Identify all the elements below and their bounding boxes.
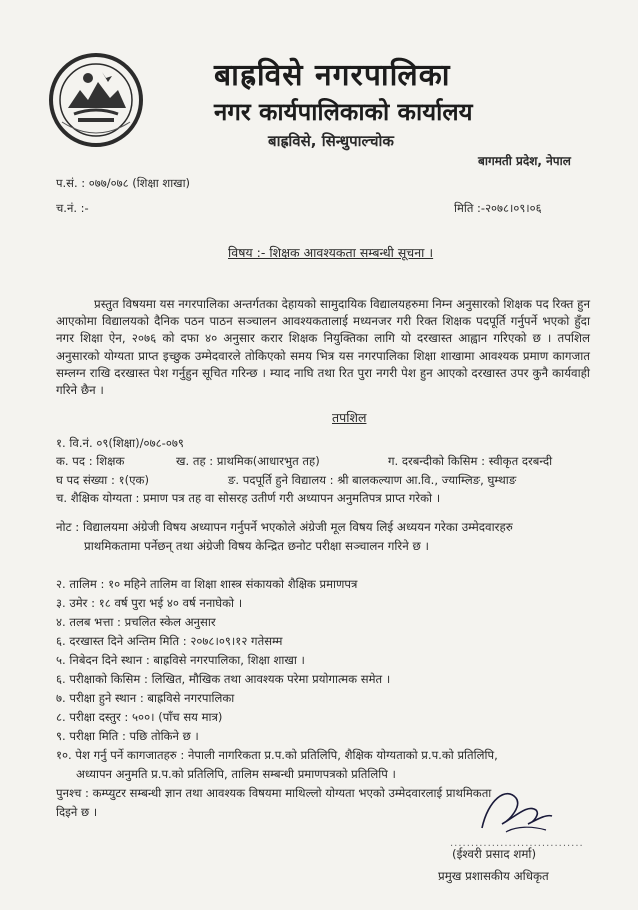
list-item: १०. पेश गर्नु पर्ने कागजातहरु : नेपाली नागरिकता प्र.प.को प्रतिलिपि, शैक्षिक योग्यताको प्र.प.को प्रतिलिपि, — [56, 748, 498, 762]
office-address: बाह्रविसे, सिन्धुपाल्चोक — [268, 132, 394, 150]
list-item: ६. परीक्षाको किसिम : लिखित, मौखिक तथा आवश्यक परेमा प्रयोगात्मक समेत । — [56, 672, 391, 686]
municipality-name: बाह्रविसे नगरपालिका — [214, 58, 451, 93]
detail-school: ङ. पदपूर्ति हुने विद्यालय : श्री बालकल्याण आ.वि., ज्याम्लिङ, घुम्थाङ — [228, 473, 517, 487]
letter-date: मिति :-२०७८।०९।०६ — [454, 201, 542, 215]
subject-line: विषय :- शिक्षक आवश्यकता सम्बन्धी सूचना । — [228, 245, 434, 260]
list-item: ६. दरखास्त दिने अन्तिम मिति : २०७८।०९।१२ गतेसम्म — [56, 634, 283, 648]
province-label: बागमती प्रदेश, नेपाल — [478, 154, 571, 168]
detail-level: ख. तह : प्राथमिक(आधारभुत तह) — [176, 454, 320, 468]
list-item: ५. निबेदन दिने स्थान : बाह्रविसे नगरपालिका, शिक्षा शाखा । — [56, 653, 305, 667]
list-item: २. तालिम : १० महिने तालिम वा शिक्षा शास्त्र संकायको शैक्षिक प्रमाणपत्र — [56, 577, 358, 591]
body-paragraph — [56, 296, 590, 399]
details-heading: तपशिल — [332, 410, 367, 425]
detail-qualification: च. शैक्षिक योग्यता : प्रमाण पत्र तह वा सोसरह उतीर्ण गरी अध्यापन अनुमतिपत्र प्राप्त गरेको । — [56, 491, 441, 505]
postscript-line-2: दिइने छ । — [56, 805, 98, 819]
list-item: ९. परीक्षा मिति : पछि तोकिने छ । — [56, 729, 199, 743]
signature-line: ................................ — [450, 838, 584, 849]
note-line-1: नोट : विद्यालयमा अंग्रेजी विषय अध्यापन गर्नुपर्ने भएकोले अंग्रेजी मूल विषय लिई अध्ययन गरेका उम्मेदवारहरु — [56, 520, 513, 534]
list-item: ४. तलब भत्ता : प्रचलित स्केल अनुसार — [56, 615, 216, 629]
list-item: ७. परीक्षा हुने स्थान : बाह्रविसे नगरपालिका — [56, 691, 235, 705]
detail-line-1: १. वि.नं. ०९(शिक्षा)/०७८-०७९ — [56, 436, 184, 450]
list-item: ३. उमेर : १८ वर्ष पुरा भई ४० वर्ष ननाघेको । — [56, 596, 243, 610]
note-line-2: प्राथमिकतामा पर्नेछन् तथा अंग्रेजी विषय केन्द्रित छनोट परीक्षा सञ्चालन गरिने छ । — [84, 539, 430, 553]
detail-post-count: घ पद संख्या : १(एक) — [56, 473, 149, 487]
note-block — [56, 518, 596, 556]
signature-icon — [476, 780, 556, 840]
letter-number: प.सं. : ०७७/०७८ (शिक्षा शाखा) — [56, 176, 191, 190]
list-item: ८. परीक्षा दस्तुर : ५००। (पाँच सय मात्र) — [56, 710, 223, 724]
signatory-name: (ईश्वरी प्रसाद शर्मा) — [452, 847, 537, 861]
municipality-seal-icon — [48, 52, 144, 148]
office-name: नगर कार्यपालिकाको कार्यालय — [214, 98, 473, 126]
detail-quota-type: ग. दरबन्दीको किसिम : स्वीकृत दरबन्दी — [388, 454, 553, 468]
body-text: प्रस्तुत विषयमा यस नगरपालिका अन्तर्गतका देहायको सामुदायिक विद्यालयहरुमा निम्न अनुसारको शिक्षक पद रिक्त हुन आएकोमा विद्यालयको दैनिक पठन पाठन सञ्चालन आवश्यकतालाई मध्यनजर गरी रिक्त शिक्षक पदपूर्ति गर्नुपर्ने भएको हुँदा नगर शिक्षा ऐन, २०७६ को दफा ४० अनुसार करार शिक्षक नियुक्तिका लागि यो दरखास्त आह्वान गरिएको छ । तपशिल अनुसारको योग्यता प्राप्त इच्छुक उम्मेदवारले तोकिएको समय भित्र यस नगरपालिका शिक्षा शाखामा आवश्यक प्रमाण कागजात सम्लग्न राखि दरखास्त पेश गर्नुहुन सूचित गरिन्छ । म्याद नाघि तथा रित पुरा नगरी पेश हुन आएको दरखास्त उपर कुनै कार्यवाही गरिने छैन । — [56, 297, 590, 398]
list-item: अध्यापन अनुमति प्र.प.को प्रतिलिपि, तालिम सम्बन्धी प्रमाणपत्रको प्रतिलिपि । — [76, 767, 396, 781]
signatory-title: प्रमुख प्रशासकीय अधिकृत — [438, 869, 549, 883]
postscript-line-1: पुनश्च : कम्प्युटर सम्बन्धी ज्ञान तथा आवश्यक विषयमा माथिल्लो योग्यता भएको उम्मेदवारलाई प्राथमिकता — [56, 786, 492, 800]
dispatch-number: च.नं. :- — [56, 201, 89, 215]
detail-post: क. पद : शिक्षक — [56, 454, 125, 468]
